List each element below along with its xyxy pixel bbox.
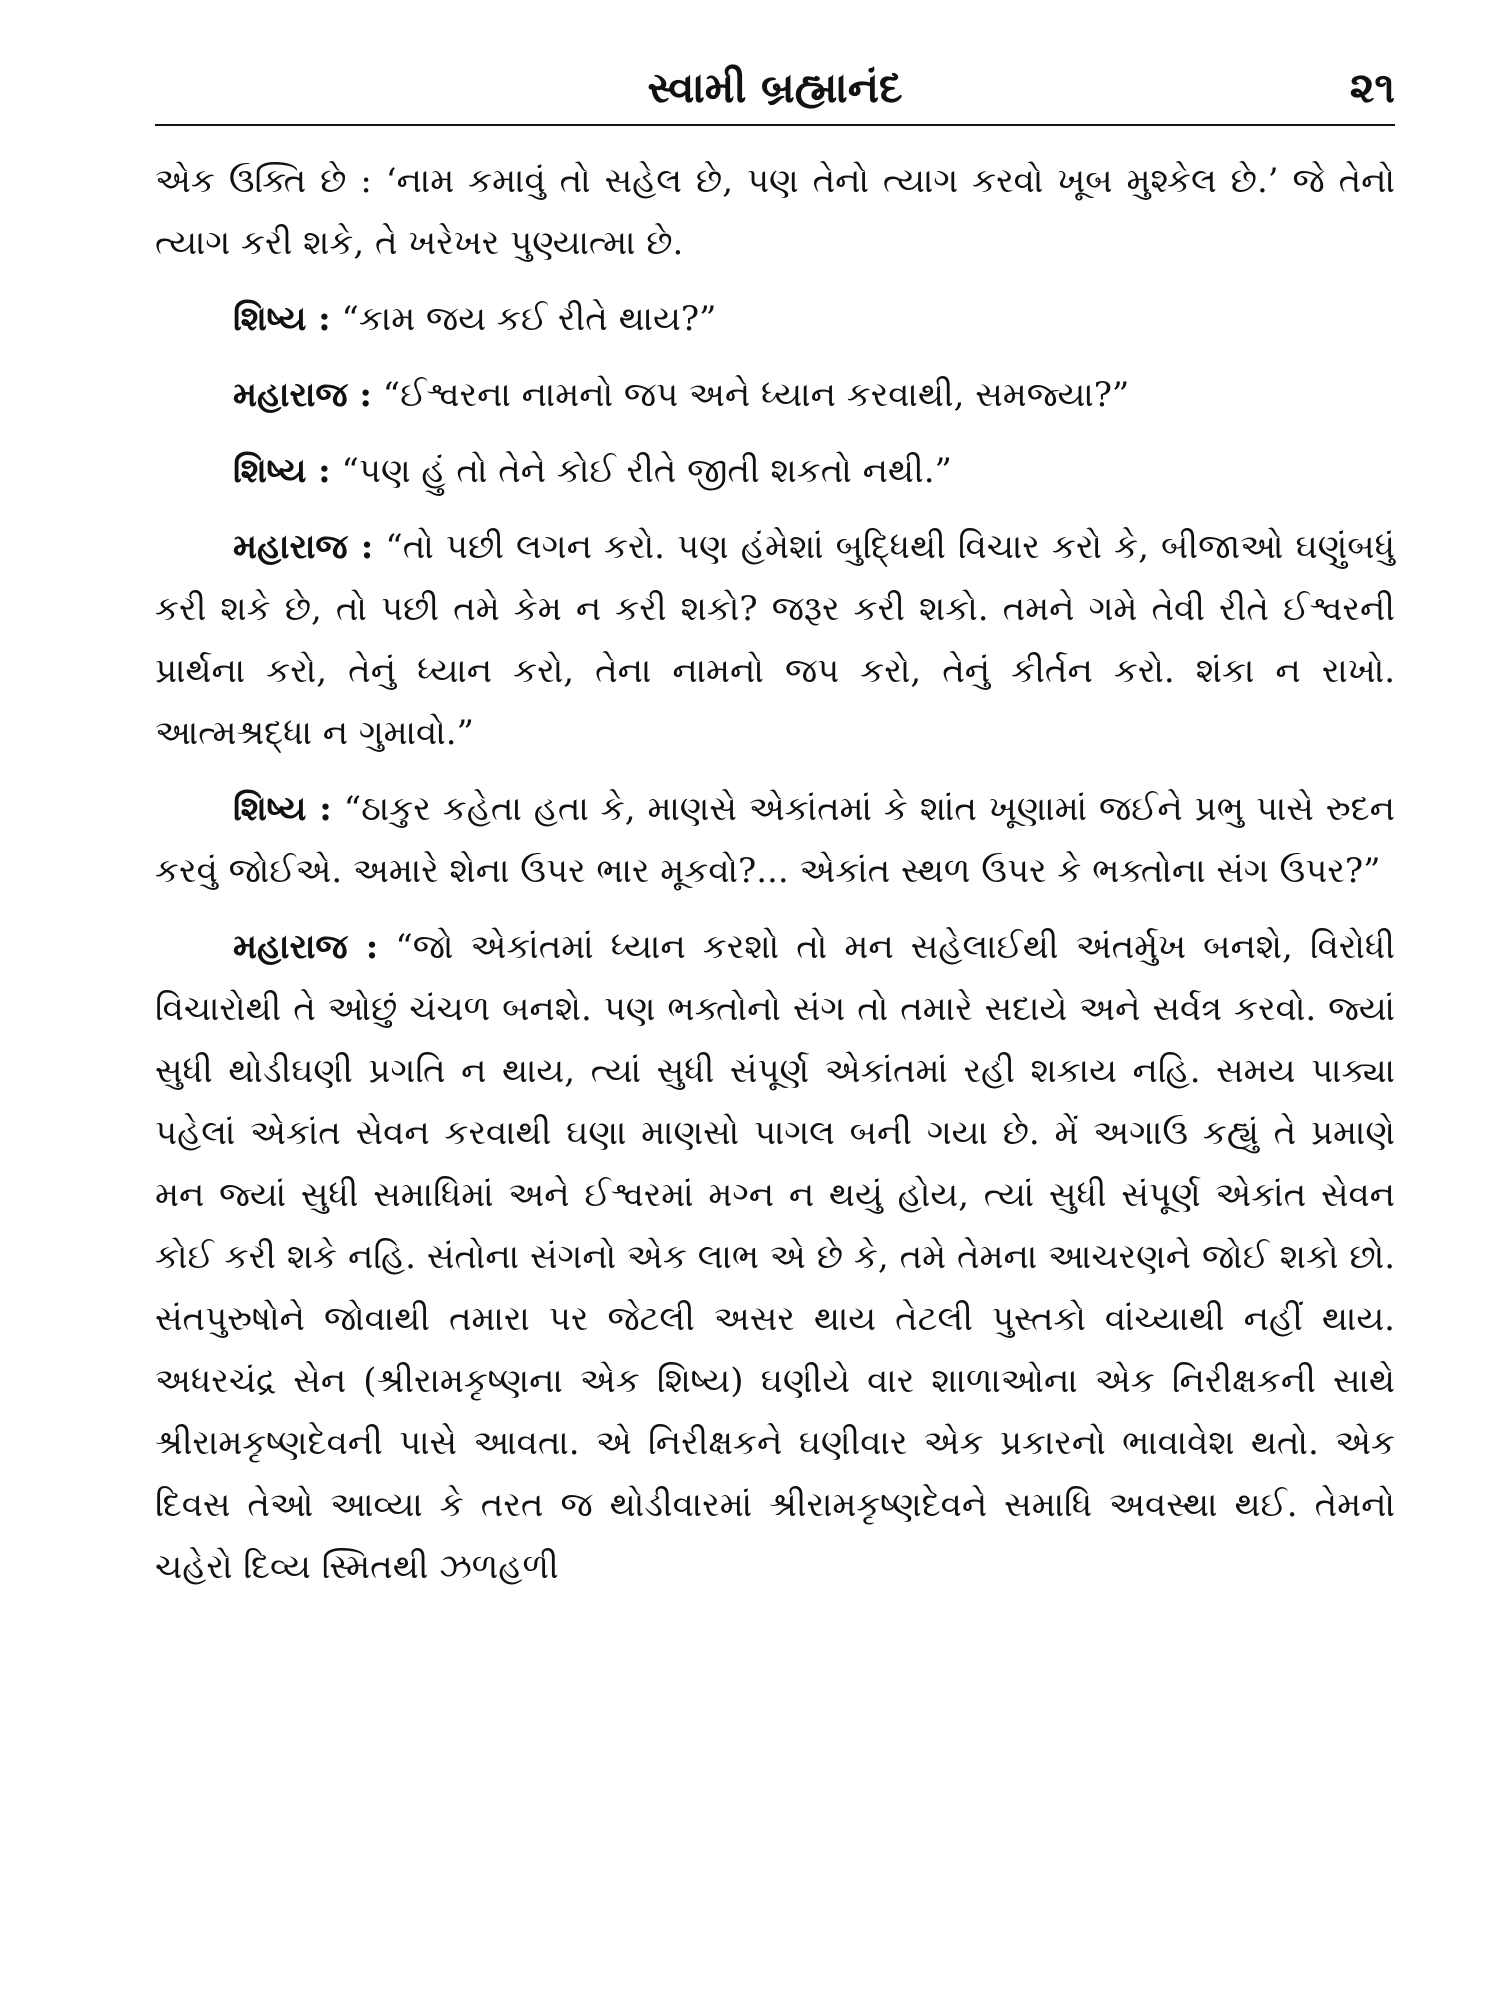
body-text [155,150,1395,1612]
speaker-label: શિષ્ય : [233,451,331,491]
paragraph-text: “કામ જય કઈ રીતે થાય?” [341,299,717,339]
paragraph-text: “તો પછી લગન કરો. પણ હંમેશાં બુદ્ધિથી વિચાર કરો કે, બીજાઓ ઘણુંબધું કરી શકે છે, તો પછી તમે કેમ ન કરી શકો? જરૂર કરી શકો. તમને ગમે તેવી રીતે ઈશ્વરની પ્રાર્થના કરો, તેનું ધ્યાન કરો, તેના નામનો જપ કરો, તેનું કીર્તન કરો. શંકા ન રાખો. આત્મશ્રદ્ધા ન ગુમાવો.” [155,527,1396,753]
speaker-label: શિષ્ય : [233,299,331,339]
paragraph [155,364,1395,426]
paragraph [155,288,1395,350]
paragraph [155,916,1395,1598]
header-rule [155,124,1395,126]
paragraph [155,516,1395,764]
speaker-label: મહારાજ : [233,527,374,567]
running-title: સ્વામી બ્રહ્માનંદ [647,63,903,112]
paragraph-text: “જો એકાંતમાં ધ્યાન કરશો તો મન સહેલાઈથી અંતર્મુખ બનશે, વિરોધી વિચારોથી તે ઓછું ચંચળ બનશે. પણ ભક્તોનો સંગ તો તમારે સદાયે અને સર્વત્ર કરવો. જ્યાં સુધી થોડીઘણી પ્રગતિ ન થાય, ત્યાં સુધી સંપૂર્ણ એકાંતમાં રહી શકાય નહિ. સમય પાક્યા પહેલાં એકાંત સેવન કરવાથી ઘણા માણસો પાગલ બની ગયા છે. મેં અગાઉ કહ્યું તે પ્રમાણે મન જ્યાં સુધી સમાધિમાં અને ઈશ્વરમાં મગ્ન ન થયું હોય, ત્યાં સુધી સંપૂર્ણ એકાંત સેવન કોઈ કરી શકે નહિ. સંતોના સંગનો એક લાભ એ છે કે, તમે તેમના આચરણને જોઈ શકો છો. સંતપુરુષોને જોવાથી તમારા પર જેટલી અસર થાય તેટલી પુસ્તકો વાંચ્યાથી નહીં થાય. અધરચંદ્ર સેન (શ્રીરામકૃષ્ણના એક શિષ્ય) ઘણીયે વાર શાળાઓના એક નિરીક્ષકની સાથે શ્રીરામકૃષ્ણદેવની પાસે આવતા. એ નિરીક્ષકને ઘણીવાર એક પ્રકારનો ભાવાવેશ થતો. એક દિવસ તેઓ આવ્યા કે તરત જ થોડીવારમાં શ્રીરામકૃષ્ણદેવને સમાધિ અવસ્થા થઈ. તેમનો ચહેરો દિવ્ય સ્મિતથી ઝળહળી [155,927,1396,1587]
paragraph [155,778,1395,902]
paragraph [155,440,1395,502]
running-header [155,58,1395,122]
paragraph-text: “ઠાકુર કહેતા હતા કે, માણસે એકાંતમાં કે શાંત ખૂણામાં જઈને પ્રભુ પાસે રુદન કરવું જોઈએ. અમારે શેના ઉપર ભાર મૂકવો?... એકાંત સ્થળ ઉપર કે ભક્તોના સંગ ઉપર?” [155,789,1395,891]
paragraph [155,150,1395,274]
paragraph-text: “ઈશ્વરના નામનો જપ અને ધ્યાન કરવાથી, સમજ્યા?” [382,375,1130,415]
paragraph-text: એક ઉક્તિ છે : ‘નામ કમાવું તો સહેલ છે, પણ તેનો ત્યાગ કરવો ખૂબ મુશ્કેલ છે.’ જે તેનો ત્યાગ કરી શકે, તે ખરેખર પુણ્યાત્મા છે. [155,161,1395,263]
speaker-label: મહારાજ : [233,927,379,967]
speaker-label: શિષ્ય : [233,789,332,829]
page-number: ૨૧ [1349,63,1395,112]
paragraph-text: “પણ હું તો તેને કોઈ રીતે જીતી શકતો નથી.” [341,451,952,491]
speaker-label: મહારાજ : [233,375,372,415]
